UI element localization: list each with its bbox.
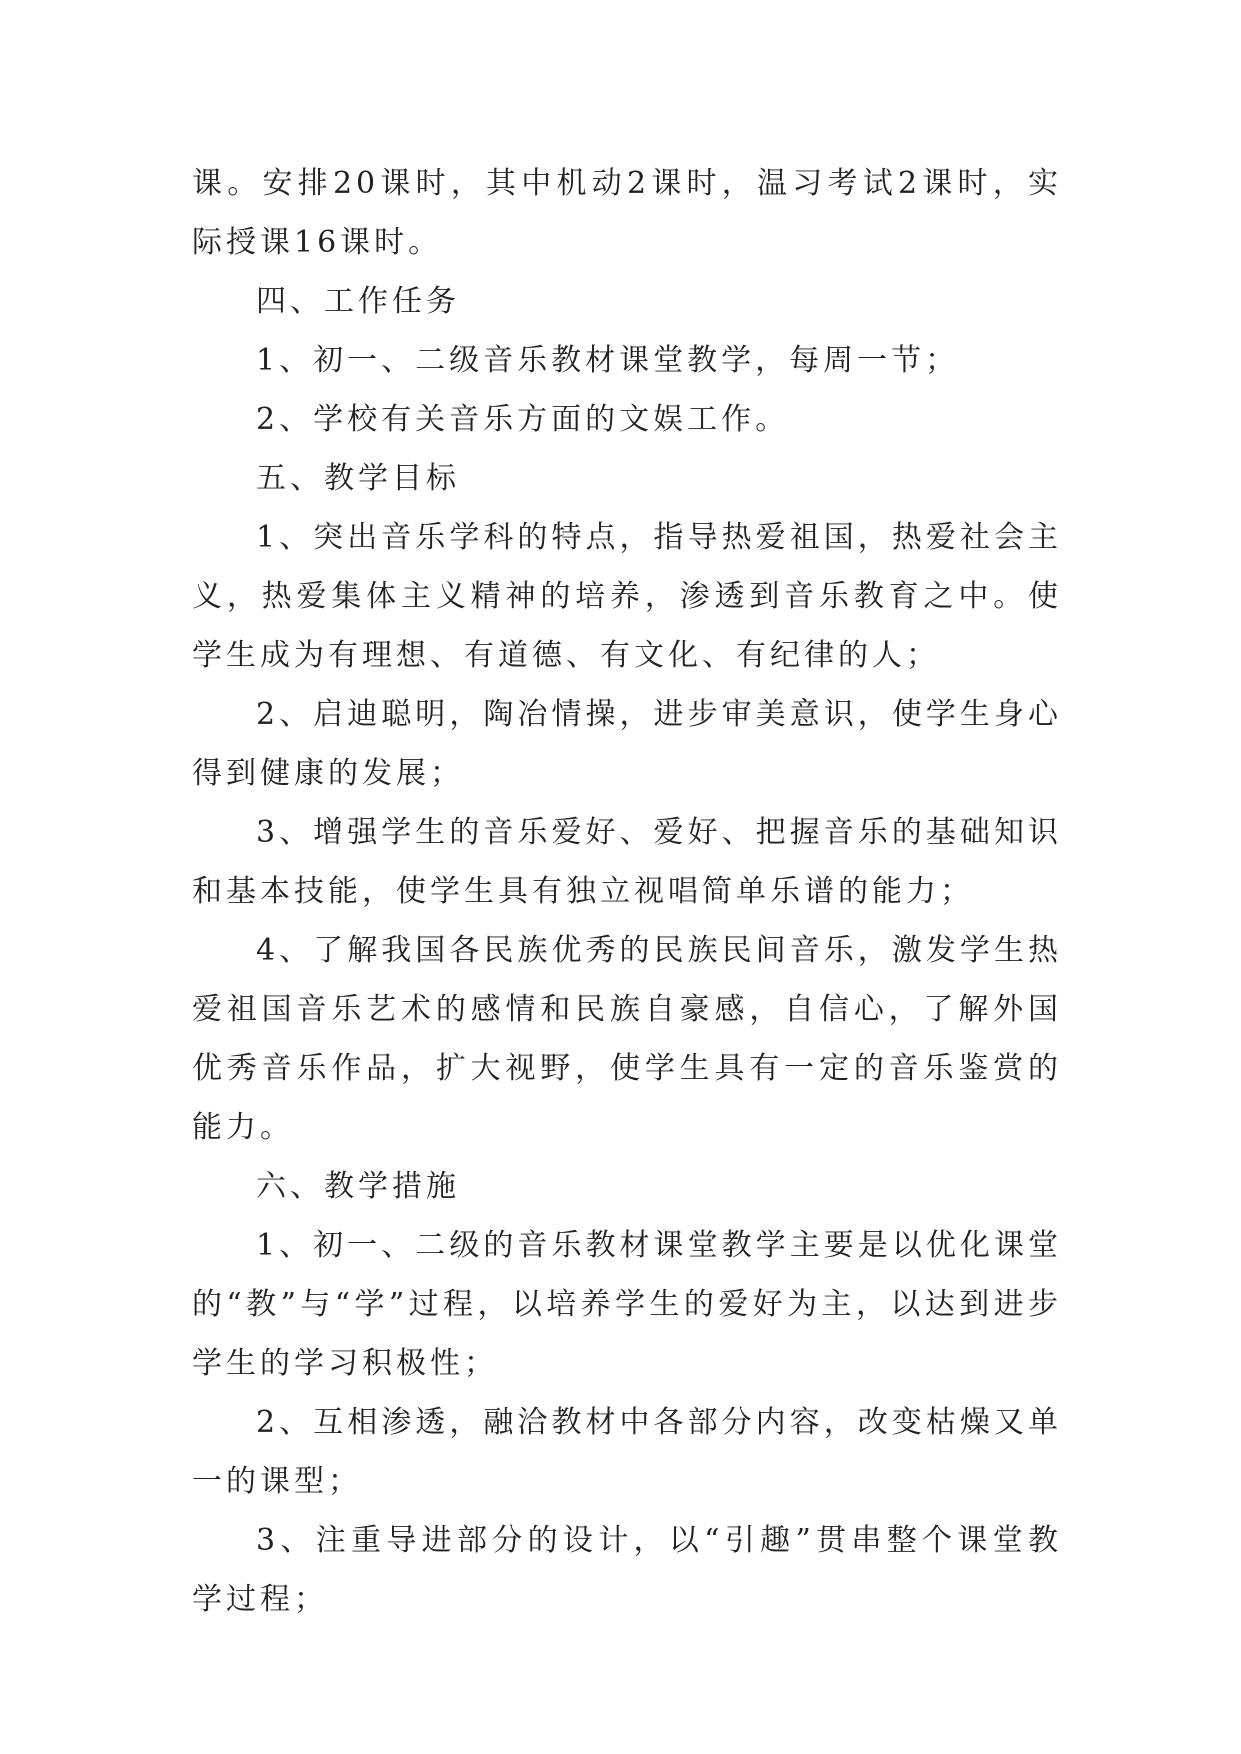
section-heading-teaching-measures: 六、教学措施 (256, 1169, 460, 1204)
paragraph: 2、学校有关音乐方面的文娱工作。 (256, 402, 790, 437)
paragraph: 2、互相渗透，融洽教材中各部分内容，改变枯燥又单一的课型； (192, 1405, 1062, 1499)
paragraph: 2、启迪聪明，陶冶情操，进步审美意识，使学生身心得到健康的发展； (192, 697, 1062, 791)
document-body (192, 154, 1062, 1629)
paragraph: 3、增强学生的音乐爱好、爱好、把握音乐的基础知识和基本技能，使学生具有独立视唱简单乐谱的能力； (192, 815, 1062, 909)
section-heading-work-tasks: 四、工作任务 (256, 284, 460, 319)
paragraph: 1、初一、二级音乐教材课堂教学，每周一节； (256, 343, 960, 378)
paragraph: 1、突出音乐学科的特点，指导热爱祖国，热爱社会主义，热爱集体主义精神的培养，渗透到音乐教育之中。使学生成为有理想、有道德、有文化、有纪律的人； (192, 520, 1062, 673)
paragraph: 1、初一、二级的音乐教材课堂教学主要是以优化课堂的“教”与“学”过程，以培养学生的爱好为主，以达到进步学生的学习积极性； (192, 1228, 1062, 1381)
section-heading-teaching-goals: 五、教学目标 (256, 461, 460, 496)
paragraph: 3、注重导进部分的设计，以“引趣”贯串整个课堂教学过程； (192, 1523, 1062, 1617)
paragraph: 4、了解我国各民族优秀的民族民间音乐，激发学生热爱祖国音乐艺术的感情和民族自豪感，自信心，了解外国优秀音乐作品，扩大视野，使学生具有一定的音乐鉴赏的能力。 (192, 933, 1062, 1145)
paragraph-continuation: 课。安排20课时，其中机动2课时，温习考试2课时，实际授课16课时。 (192, 166, 1062, 260)
